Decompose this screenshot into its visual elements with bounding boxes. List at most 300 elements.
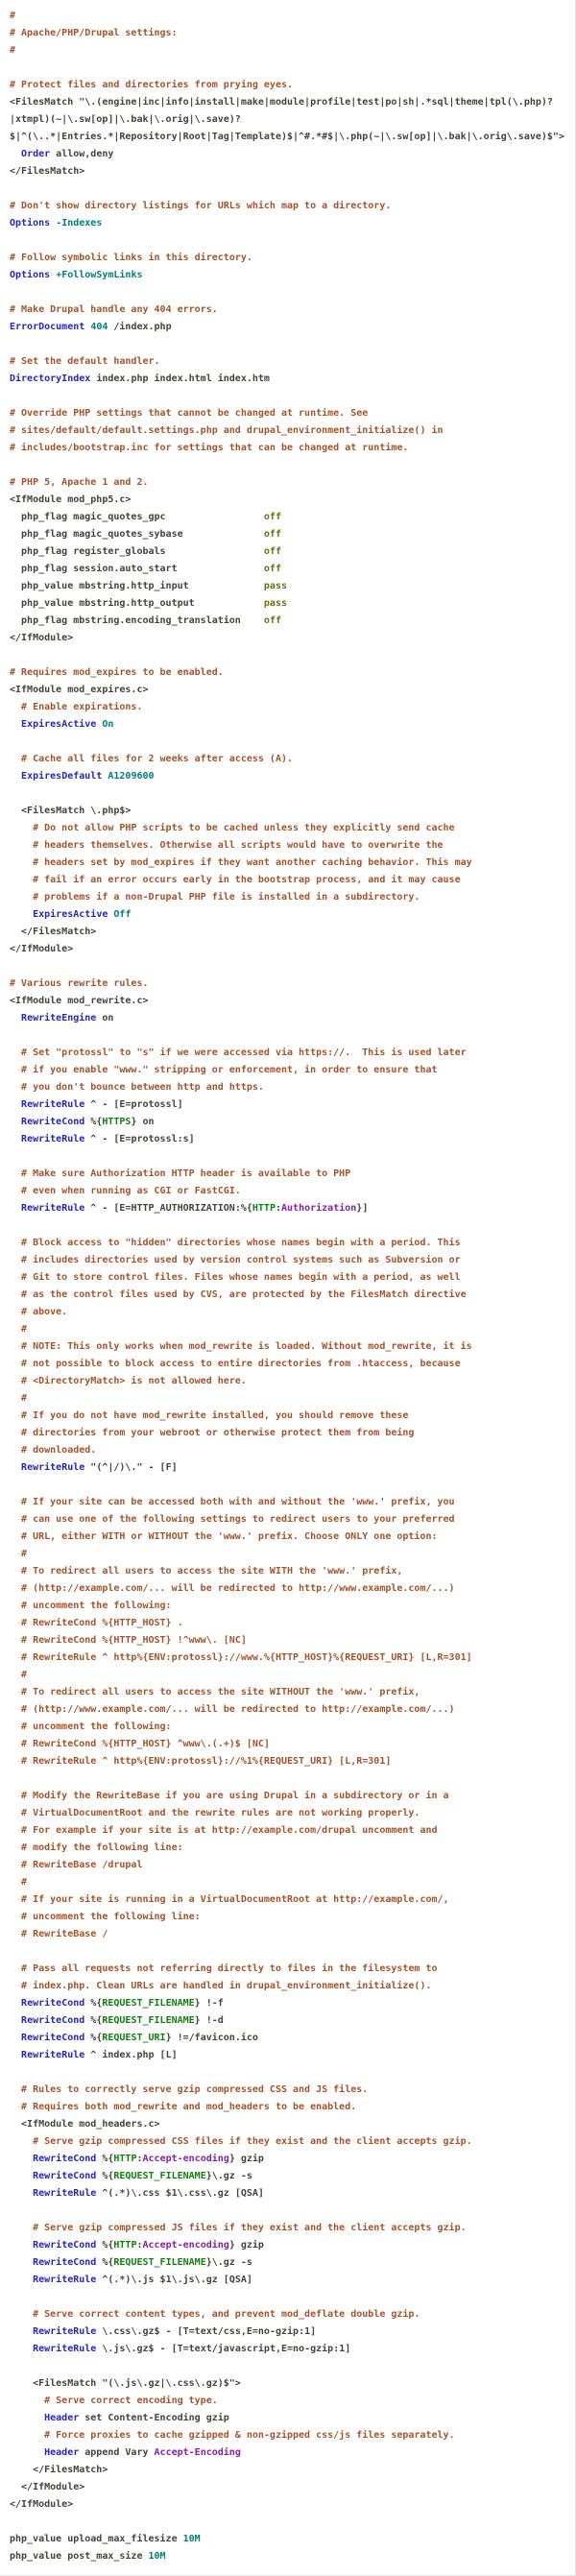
code-token: # Serve gzip compressed JS files if they exist and the client accepts gzip.	[10, 2223, 467, 2233]
code-line	[10, 1079, 573, 1096]
code-token: # NOTE: This only works when mod_rewrite is loaded. Without mod_rewrite, it is	[10, 1341, 472, 1352]
code-line	[10, 647, 573, 664]
code-token: RewriteRule	[33, 2326, 97, 2337]
code-line	[10, 975, 573, 993]
code-token: on	[96, 1013, 114, 1023]
code-token: # To redirect all users to access the site WITHOUT the 'www.' prefix,	[10, 1687, 420, 1697]
code-line	[10, 1217, 573, 1235]
code-line	[10, 1477, 573, 1494]
code-token: Options	[10, 218, 51, 229]
code-token: # Apache/PHP/Drupal settings:	[10, 28, 178, 38]
code-line	[10, 2393, 573, 2410]
code-token: # Don't show directory listings for URLs which map to a directory.	[10, 201, 392, 211]
code-line	[10, 2410, 573, 2427]
code-token: # uncomment the following line:	[10, 1912, 201, 1922]
code-token: # even when running as CGI or FastCGI.	[10, 1186, 241, 1196]
code-token	[10, 149, 21, 159]
code-line	[10, 820, 573, 837]
code-line	[10, 1770, 573, 1788]
code-line	[10, 872, 573, 889]
code-token: # Set "protossl" to "s" if we were accessed via https://. This is used later	[10, 1047, 467, 1058]
code-token: # RewriteCond %{HTTP_HOST} .	[10, 1618, 183, 1628]
code-line	[10, 492, 573, 509]
code-token: } !-f	[194, 1998, 224, 2009]
code-line	[10, 1010, 573, 1027]
code-token: REQUEST_FILENAME	[113, 2257, 206, 2268]
code-token: #	[10, 1670, 28, 1680]
code-line	[10, 163, 573, 181]
code-token: ^(.*)\.js $1\.js\.gz [QSA]	[96, 2275, 252, 2285]
code-line	[10, 1408, 573, 1425]
code-token: %{	[96, 2257, 114, 2268]
code-line	[10, 855, 573, 872]
code-token: RewriteEngine	[21, 1013, 97, 1023]
code-token: Authorization	[281, 1203, 357, 1214]
code-token: # Set the default handler.	[10, 356, 160, 367]
code-token: # For example if your site is at http://example.com/drupal uncomment and	[10, 1825, 438, 1836]
code-line	[10, 1373, 573, 1390]
code-token: %{	[96, 2171, 114, 2181]
code-token: # downloaded.	[10, 1445, 97, 1456]
code-line	[10, 8, 573, 25]
code-line	[10, 837, 573, 855]
code-line	[10, 768, 573, 785]
code-token: # Serve correct content types, and prevent mod_deflate double gzip.	[10, 2309, 420, 2320]
code-line	[10, 2462, 573, 2479]
code-line	[10, 906, 573, 924]
code-token: RewriteCond	[21, 2033, 85, 2043]
code-token: RewriteCond	[33, 2171, 97, 2181]
code-token: # Make sure Authorization HTTP header is available to PHP	[10, 1168, 351, 1179]
code-token: <FilesMatch "\.(engine|inc|info|install|make|module|profile|test|po|sh|.*sql|theme|tpl(\.php)?	[10, 97, 553, 108]
code-token: # URL, either WITH or WITHOUT the 'www.' prefix. Choose ONLY one option:	[10, 1531, 438, 1542]
code-token: <IfModule mod_headers.c>	[10, 2119, 160, 2130]
code-line	[10, 1701, 573, 1719]
code-token: #	[10, 1393, 28, 1404]
code-line	[10, 2185, 573, 2203]
code-line	[10, 1494, 573, 1511]
code-token: ErrorDocument	[10, 322, 85, 332]
code-token: php_flag magic_quotes_gpc	[10, 512, 264, 522]
code-line	[10, 250, 573, 267]
code-token: # RewriteRule ^ http%{ENV:protossl}://%1%{REQUEST_URI} [L,R=301]	[10, 1756, 392, 1767]
code-line	[10, 1166, 573, 1183]
code-line	[10, 1563, 573, 1580]
code-line	[10, 1805, 573, 1822]
code-token: php_value mbstring.http_input	[10, 581, 264, 591]
code-token: # if you enable "www." stripping or enforcement, in order to ensure that	[10, 1065, 438, 1075]
code-token: RewriteRule	[21, 1203, 85, 1214]
code-token: ^ index.php [L]	[84, 2050, 178, 2060]
code-line	[10, 371, 573, 388]
code-token: RewriteRule	[21, 1134, 85, 1144]
code-line	[10, 2220, 573, 2237]
code-token: 10M	[182, 2534, 201, 2544]
code-token: "(^|/)\." - [F]	[84, 1462, 178, 1473]
code-token: # as the control files used by CVS, are protected by the FilesMatch directive	[10, 1289, 467, 1300]
code-line	[10, 422, 573, 440]
code-line	[10, 215, 573, 232]
code-token: REQUEST_URI	[102, 2033, 166, 2043]
code-line	[10, 1390, 573, 1408]
code-line	[10, 1909, 573, 1926]
code-token: php_value post_max_size	[10, 2551, 149, 2562]
code-token: #	[10, 1549, 28, 1559]
code-line	[10, 734, 573, 751]
code-token: ^ - [E=protossl:s]	[84, 1134, 195, 1144]
code-token: +FollowSymLinks	[56, 270, 143, 280]
code-token: # Protect files and directories from prying eyes.	[10, 80, 294, 90]
code-line	[10, 457, 573, 474]
code-token: ^ - [E=protossl]	[84, 1099, 183, 1110]
code-token: # Override PHP settings that cannot be changed at runtime. See	[10, 408, 369, 419]
code-token: php_value mbstring.http_output	[10, 598, 264, 609]
code-token: RewriteCond	[21, 2015, 85, 2026]
code-line	[10, 2064, 573, 2082]
code-line	[10, 111, 573, 129]
code-line	[10, 2237, 573, 2254]
code-token: On	[102, 719, 114, 730]
code-token: RewriteCond	[33, 2257, 97, 2268]
code-token	[10, 2413, 44, 2423]
code-line	[10, 2548, 573, 2565]
code-token: </FilesMatch>	[10, 166, 85, 177]
code-token: # Enable expirations.	[10, 702, 143, 712]
code-token: off	[263, 615, 281, 626]
code-line	[10, 630, 573, 647]
code-line	[10, 2341, 573, 2358]
code-token: # Make Drupal handle any 404 errors.	[10, 304, 218, 315]
code-token: # VirtualDocumentRoot and the rewrite rules are not working properly.	[10, 1808, 420, 1818]
code-line	[10, 1304, 573, 1321]
code-line	[10, 595, 573, 613]
code-token: A1209600	[108, 771, 155, 782]
code-token: Accept-encoding	[142, 2154, 229, 2164]
code-token: ExpiresActive	[33, 909, 108, 920]
code-token: # RewriteBase /	[10, 1929, 108, 1939]
code-line	[10, 146, 573, 163]
code-token: </IfModule>	[10, 633, 74, 643]
code-line	[10, 1874, 573, 1891]
code-token: # directories from your webroot or otherwise protect them from being	[10, 1428, 415, 1438]
code-token: /index.php	[108, 322, 172, 332]
code-token: RewriteCond	[33, 2240, 97, 2251]
code-line	[10, 1615, 573, 1632]
code-token: HTTPS	[102, 1117, 132, 1127]
code-line	[10, 1338, 573, 1356]
code-line	[10, 1442, 573, 1459]
code-token: }\.gz -s	[205, 2257, 252, 2268]
code-line	[10, 2531, 573, 2548]
code-token: 404	[90, 322, 108, 332]
code-token	[10, 2275, 33, 2285]
code-token: <FilesMatch "(\.js\.gz|\.css\.gz)$">	[10, 2378, 241, 2389]
code-token: RewriteRule	[21, 1462, 85, 1473]
code-token: REQUEST_FILENAME	[102, 2015, 195, 2026]
code-token	[10, 1013, 21, 1023]
code-token: RewriteCond	[21, 1117, 85, 1127]
code-token: }\.gz -s	[205, 2171, 252, 2181]
code-line	[10, 1356, 573, 1373]
code-token: :	[136, 2154, 143, 2164]
code-line	[10, 60, 573, 77]
code-token: <IfModule mod_rewrite.c>	[10, 996, 149, 1006]
code-token: Accept-encoding	[142, 2240, 229, 2251]
code-token: RewriteRule	[33, 2188, 97, 2199]
code-line	[10, 1027, 573, 1045]
code-token: } gzip	[228, 2154, 264, 2164]
code-token: # If you do not have mod_rewrite installed, you should remove these	[10, 1410, 409, 1421]
code-line	[10, 1961, 573, 1978]
code-token: # problems if a non-Drupal PHP file is installed in a subdirectory.	[10, 892, 420, 903]
code-token: %{	[84, 1117, 103, 1127]
code-line	[10, 1995, 573, 2012]
code-line	[10, 181, 573, 198]
code-token: } gzip	[228, 2240, 264, 2251]
code-token: # fail if an error occurs early in the bootstrap process, and it may cause	[10, 875, 461, 885]
code-token: REQUEST_FILENAME	[113, 2171, 206, 2181]
code-token: # includes directories used by version control systems such as Subversion or	[10, 1255, 461, 1265]
code-token: # Follow symbolic links in this directory.	[10, 253, 252, 263]
code-line	[10, 267, 573, 284]
code-token: #	[10, 45, 16, 56]
code-line	[10, 336, 573, 353]
code-line	[10, 1252, 573, 1269]
code-token: # RewriteRule ^ http%{ENV:protossl}://www.%{HTTP_HOST}%{REQUEST_URI} [L,R=301]	[10, 1652, 472, 1663]
code-line	[10, 924, 573, 941]
code-line	[10, 1546, 573, 1563]
code-token: RewriteCond	[33, 2154, 97, 2164]
code-token: php_value upload_max_filesize	[10, 2534, 183, 2544]
code-token: </IfModule>	[10, 2499, 74, 2510]
code-line	[10, 284, 573, 301]
code-token: </FilesMatch>	[10, 927, 97, 937]
code-token: off	[263, 512, 281, 522]
code-token: # Requires mod_expires to be enabled.	[10, 667, 224, 678]
code-token: # headers set by mod_expires if they want another caching behavior. This may	[10, 857, 472, 868]
code-token: </FilesMatch>	[10, 2465, 108, 2475]
code-line	[10, 2099, 573, 2116]
code-line	[10, 232, 573, 250]
code-line	[10, 2272, 573, 2289]
code-token	[10, 2188, 33, 2199]
code-line	[10, 2047, 573, 2064]
code-token: off	[263, 529, 281, 540]
code-token: #	[10, 11, 16, 21]
code-line	[10, 2358, 573, 2375]
code-line	[10, 1235, 573, 1252]
code-line	[10, 1978, 573, 1995]
code-line	[10, 474, 573, 492]
code-token: </IfModule>	[10, 2482, 85, 2492]
code-line	[10, 889, 573, 906]
code-line	[10, 2203, 573, 2220]
code-line	[10, 561, 573, 578]
code-token: %{	[84, 2015, 103, 2026]
code-token: $|^(\..*|Entries.*|Repository|Root|Tag|Template)$|^#.*#$|\.php(~|\.sw[op]|\.bak|\.orig\.save)$">	[10, 132, 564, 142]
code-line	[10, 25, 573, 42]
code-line	[10, 1529, 573, 1546]
code-token: # (http://www.example.com/... will be redirected to http://example.com/...)	[10, 1704, 455, 1715]
code-line	[10, 2254, 573, 2272]
code-token	[10, 1099, 21, 1110]
code-token: RewriteRule	[21, 2050, 85, 2060]
code-line	[10, 1200, 573, 1217]
code-token: <FilesMatch \.php$>	[10, 806, 132, 816]
code-token	[10, 909, 33, 920]
code-line	[10, 1649, 573, 1667]
code-line	[10, 751, 573, 768]
code-token: php_flag session.auto_start	[10, 564, 264, 574]
code-line	[10, 1926, 573, 1943]
code-line	[10, 1598, 573, 1615]
code-token: RewriteRule	[21, 1099, 85, 1110]
code-line	[10, 699, 573, 716]
code-line	[10, 353, 573, 371]
code-token: Header	[44, 2413, 80, 2423]
code-token: # Git to store control files. Files whose names begin with a period, as well	[10, 1272, 461, 1283]
code-line	[10, 129, 573, 146]
code-token: HTTP	[113, 2240, 137, 2251]
code-line	[10, 2323, 573, 2341]
code-line	[10, 1822, 573, 1840]
code-line	[10, 2427, 573, 2444]
code-line	[10, 716, 573, 734]
code-token: RewriteRule	[33, 2344, 97, 2354]
code-token: %{	[96, 2240, 114, 2251]
code-token	[10, 2344, 33, 2354]
code-token: } !-d	[194, 2015, 224, 2026]
code-line	[10, 1632, 573, 1649]
code-token: HTTP	[113, 2154, 137, 2164]
code-token: # index.php. Clean URLs are handled in drupal_environment_initialize().	[10, 1981, 432, 1991]
code-line	[10, 682, 573, 699]
code-token: ^ - [E=HTTP_AUTHORIZATION:%{	[84, 1203, 252, 1214]
code-token: # you don't bounce between http and https.	[10, 1082, 264, 1093]
code-token: Header	[44, 2447, 80, 2458]
code-token: Options	[10, 270, 51, 280]
code-token: } on	[131, 1117, 155, 1127]
code-line	[10, 2375, 573, 2393]
code-token: # If your site is running in a VirtualDocumentRoot at http://example.com/,	[10, 1894, 449, 1905]
code-token: ExpiresDefault	[21, 771, 103, 782]
code-token: %{	[84, 2033, 103, 2043]
code-token: -Indexes	[56, 218, 103, 229]
code-token: Accept-Encoding	[154, 2447, 241, 2458]
code-line	[10, 1183, 573, 1200]
code-token: append Vary	[79, 2447, 155, 2458]
code-token: # uncomment the following:	[10, 1721, 172, 1732]
code-token: php_flag mbstring.encoding_translation	[10, 615, 264, 626]
code-token	[10, 2171, 33, 2181]
code-line	[10, 1425, 573, 1442]
code-line	[10, 77, 573, 94]
code-line	[10, 1719, 573, 1736]
code-token: allow,deny	[50, 149, 114, 159]
code-token: # above.	[10, 1307, 68, 1317]
code-token: off	[263, 546, 281, 557]
code-line	[10, 1131, 573, 1148]
code-line	[10, 1891, 573, 1909]
code-line	[10, 2496, 573, 2514]
code-token: # To redirect all users to access the site WITH the 'www.' prefix,	[10, 1566, 403, 1577]
code-line	[10, 1667, 573, 1684]
code-token	[10, 2015, 21, 2026]
code-token: # Rules to correctly serve gzip compressed CSS and JS files.	[10, 2084, 369, 2095]
code-line	[10, 2306, 573, 2323]
code-line	[10, 1045, 573, 1062]
code-line	[10, 94, 573, 111]
code-token: # RewriteBase /drupal	[10, 1860, 143, 1870]
code-token: RewriteCond	[21, 1998, 85, 2009]
code-token: %{	[84, 1998, 103, 2009]
code-token: # uncomment the following:	[10, 1601, 172, 1611]
code-line	[10, 958, 573, 975]
code-token: # Cache all files for 2 weeks after access (A).	[10, 754, 294, 764]
code-token	[10, 2240, 33, 2251]
code-token: # Block access to "hidden" directories whose names begin with a period. This	[10, 1238, 461, 1248]
code-token: <IfModule mod_php5.c>	[10, 494, 132, 505]
code-line	[10, 2030, 573, 2047]
code-line	[10, 993, 573, 1010]
code-line	[10, 1148, 573, 1166]
code-line	[10, 2168, 573, 2185]
code-line	[10, 301, 573, 319]
code-token: }]	[356, 1203, 369, 1214]
code-token: <IfModule mod_expires.c>	[10, 685, 149, 695]
code-token: :	[136, 2240, 143, 2251]
code-line	[10, 1321, 573, 1338]
code-line	[10, 526, 573, 543]
code-line	[10, 2133, 573, 2151]
code-token: HTTP	[252, 1203, 276, 1214]
code-line	[10, 509, 573, 526]
code-token: \.js\.gz$ - [T=text/javascript,E=no-gzip:1]	[96, 2344, 351, 2354]
code-token: # headers themselves. Otherwise all scripts would have to overwrite the	[10, 840, 444, 851]
code-token: 10M	[148, 2551, 166, 2562]
code-token	[10, 719, 21, 730]
code-token	[10, 771, 21, 782]
code-line	[10, 2012, 573, 2030]
code-line	[10, 2151, 573, 2168]
code-line	[10, 1114, 573, 1131]
code-line	[10, 388, 573, 405]
code-token: # If your site can be accessed both with and without the 'www.' prefix, you	[10, 1497, 455, 1507]
code-line	[10, 543, 573, 561]
code-line	[10, 2082, 573, 2099]
code-token: # Modify the RewriteBase if you are using Drupal in a subdirectory or in a	[10, 1791, 449, 1801]
code-line	[10, 578, 573, 595]
code-line	[10, 2479, 573, 2496]
code-token: # modify the following line:	[10, 1842, 183, 1853]
code-token	[10, 2447, 44, 2458]
code-token: DirectoryIndex	[10, 373, 91, 384]
code-token	[10, 1117, 21, 1127]
code-token	[10, 2326, 33, 2337]
code-line	[10, 613, 573, 630]
code-token: # (http://example.com/... will be redirected to http://www.example.com/...)	[10, 1583, 455, 1594]
code-token: #	[10, 1877, 28, 1888]
code-token	[10, 2050, 21, 2060]
code-line	[10, 440, 573, 457]
code-line	[10, 1096, 573, 1114]
code-line	[10, 1287, 573, 1304]
code-line	[10, 2116, 573, 2133]
code-line	[10, 1062, 573, 1079]
code-token: # RewriteCond %{HTTP_HOST} ^www\.(.+)$ [NC]	[10, 1739, 270, 1749]
code-token: # Force proxies to cache gzipped & non-gzipped css/js files separately.	[10, 2430, 455, 2441]
code-token: |xtmpl)(~|\.sw[op]|\.bak|\.orig|\.save)?	[10, 114, 241, 125]
